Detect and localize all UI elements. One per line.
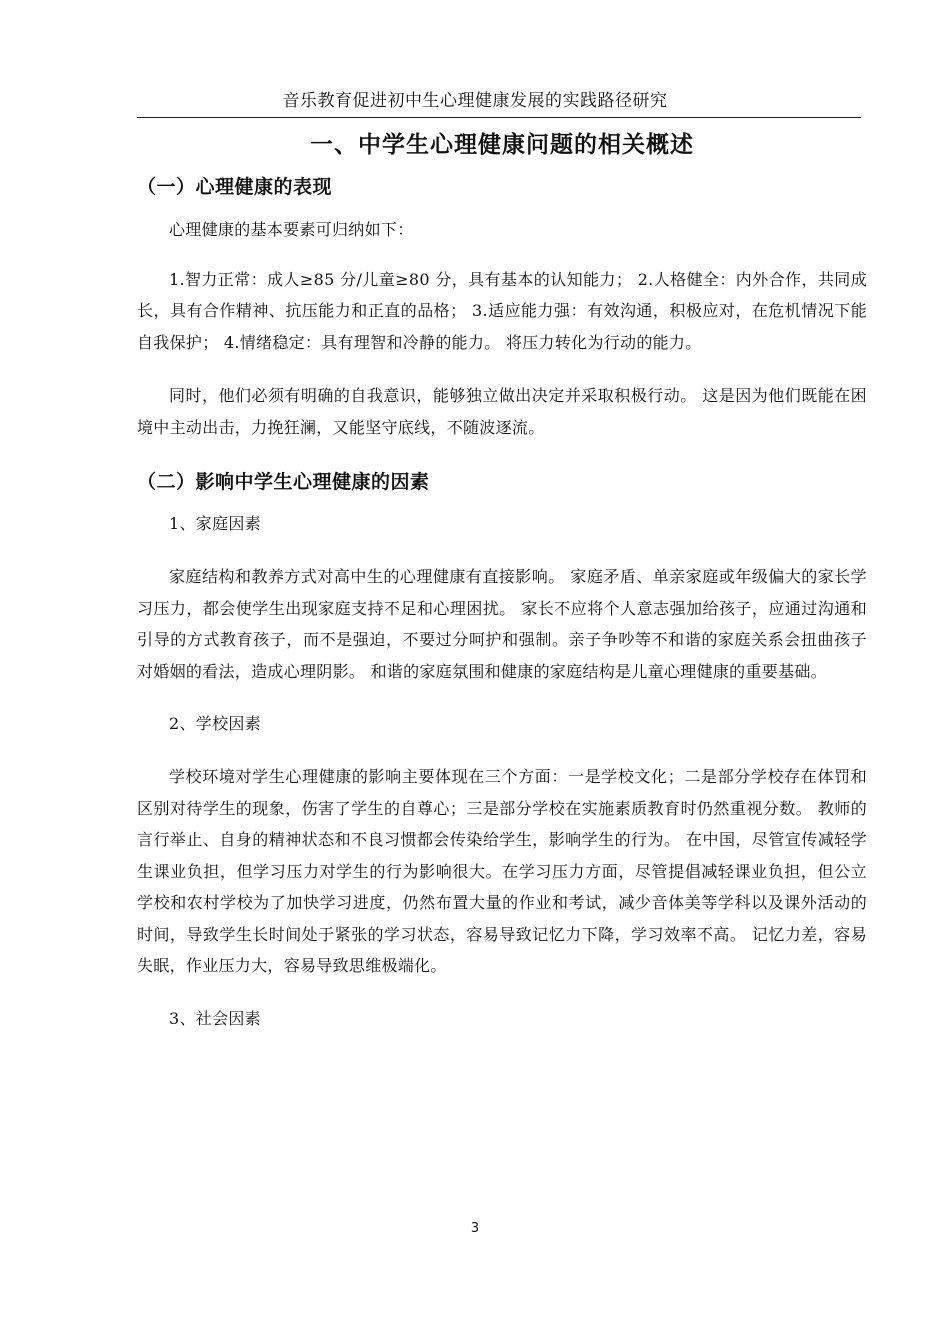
chapter-title: 一、中学生心理健康问题的相关概述 [310, 132, 694, 158]
section1-paragraph-elements: 1.智力正常：成人≥85 分/儿童≥80 分，具有基本的认知能力； 2.人格健全：内外合作，共同成长，具有合作精神、抗压能力和正直的品格； 3.适应能力强：有效沟通，积极应对，在危机情况下能自我保护； 4.情绪稳定：具有理智和冷静的能力。 将压力转化为行动的能力。 [137, 269, 867, 352]
page-number: 3 [470, 1221, 480, 1236]
subheading-society: 3、社会因素 [169, 1008, 261, 1028]
section1-paragraph-self-awareness: 同时，他们必须有明确的自我意识，能够独立做出决定并采取积极行动。 这是因为他们既能在困境中主动出击，力挽狂澜，又能坚守底线，不随波逐流。 [137, 386, 867, 437]
section-title-manifestations: （一）心理健康的表现 [137, 176, 333, 198]
section1-intro: 心理健康的基本要素可归纳如下： [169, 220, 414, 239]
subheading-family: 1、家庭因素 [169, 514, 261, 533]
paragraph-family-factors: 家庭结构和教养方式对高中生的心理健康有直接影响。 家庭矛盾、单亲家庭或年级偏大的家长学习压力，都会使学生出现家庭支持不足和心理困扰。 家长不应将个人意志强加给孩子，应通过沟通和引导的方式教育孩子，而不是强迫，不要过分呵护和强制。亲子争吵等不和谐的家庭关系会扭曲孩子对婚姻的看法，造成心理阴影。 和谐的家庭氛围和健康的家庭结构是儿童心理健康的重要基础。 [137, 567, 867, 681]
paragraph-school-factors: 学校环境对学生心理健康的影响主要体现在三个方面：一是学校文化；二是部分学校存在体罚和区别对待学生的现象，伤害了学生的自尊心；三是部分学校在实施素质教育时仍然重视分数。 教师的言行举止、自身的精神状态和不良习惯都会传染给学生，影响学生的行为。 在中国，尽管宣传减轻学生课业负担，但学习压力对学生的行为影响很大。在学习压力方面，尽管提倡减轻课业负担，但公立学校和农村学校为了加快学习进度，仍然布置大量的作业和考试，减少音体美等学科以及课外活动的时间，导致学生长时间处于紧张的学习状态，容易导致记忆力下降，学习效率不高。 记忆力差，容易失眠，作业压力大，容易导致思维极端化。 [137, 767, 867, 975]
section-title-factors: （二）影响中学生心理健康的因素 [137, 471, 430, 493]
running-header: 音乐教育促进初中生心理健康发展的实践路径研究 [282, 91, 668, 111]
header-divider [137, 117, 861, 118]
page-body [137, 128, 867, 1056]
subheading-school: 2、学校因素 [169, 714, 261, 733]
